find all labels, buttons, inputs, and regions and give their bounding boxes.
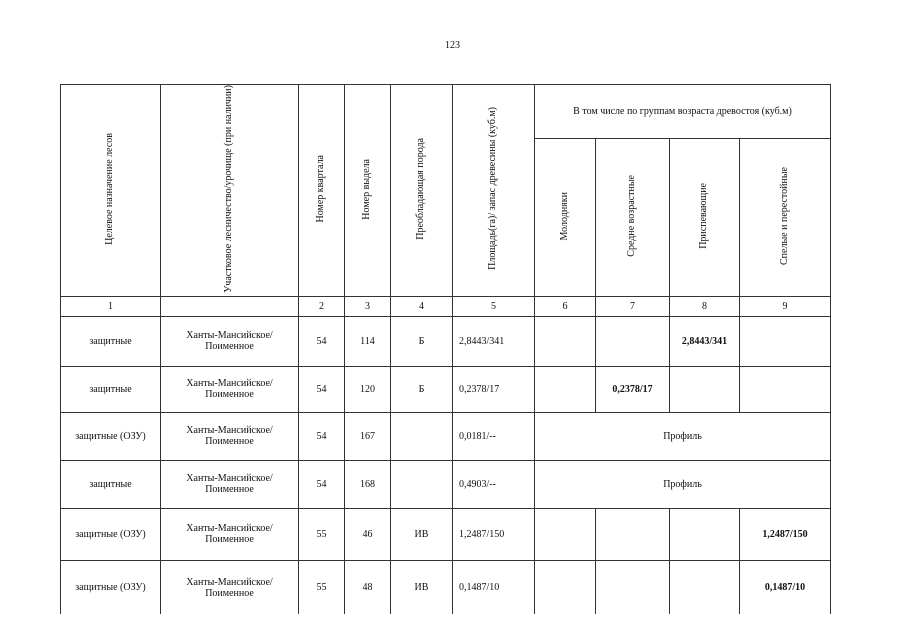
header-maturing: Приспевающие: [670, 139, 740, 297]
header-species: Преобладающая порода: [391, 85, 453, 297]
cell-vydel: 48: [345, 560, 391, 614]
cell-quarter: 54: [299, 316, 345, 366]
cell-forestry: Ханты-Мансийское/ Поименное: [161, 460, 299, 508]
column-numbers-row: [61, 296, 831, 316]
header-middle: Средне возрастные: [596, 139, 670, 297]
cell-species: Б: [391, 316, 453, 366]
cell-forestry: Ханты-Мансийское/ Поименное: [161, 316, 299, 366]
cell-purpose: защитные: [61, 316, 161, 366]
cell-area: 2,8443/341: [453, 316, 535, 366]
table-row: [61, 460, 831, 508]
cell-vydel: 114: [345, 316, 391, 366]
cell-middle: 0,2378/17: [596, 366, 670, 412]
col-number: 8: [670, 296, 740, 316]
cell-vydel: 46: [345, 508, 391, 560]
col-number: 1: [61, 296, 161, 316]
cell-middle: [596, 316, 670, 366]
table-row: [61, 412, 831, 460]
cell-profile: Профиль: [535, 412, 831, 460]
cell-purpose: защитные (ОЗУ): [61, 412, 161, 460]
cell-middle: [596, 508, 670, 560]
col-number: 4: [391, 296, 453, 316]
header-quarter: Номер квартала: [299, 85, 345, 297]
table-row: [61, 560, 831, 614]
table-row: [61, 316, 831, 366]
cell-quarter: 55: [299, 560, 345, 614]
cell-species: ИВ: [391, 560, 453, 614]
cell-area: 0,0181/--: [453, 412, 535, 460]
header-age-groups: В том числе по группам возраста древостоя (куб.м): [535, 85, 831, 139]
cell-middle: [596, 560, 670, 614]
forest-table: [60, 84, 831, 614]
cell-mature: [740, 366, 831, 412]
col-number: 5: [453, 296, 535, 316]
header-young: Молодняки: [535, 139, 596, 297]
cell-maturing: [670, 560, 740, 614]
cell-area: 1,2487/150: [453, 508, 535, 560]
cell-young: [535, 560, 596, 614]
cell-area: 0,1487/10: [453, 560, 535, 614]
cell-purpose: защитные (ОЗУ): [61, 560, 161, 614]
cell-forestry: Ханты-Мансийское/ Поименное: [161, 366, 299, 412]
col-number: 6: [535, 296, 596, 316]
cell-vydel: 168: [345, 460, 391, 508]
cell-mature: [740, 316, 831, 366]
cell-vydel: 120: [345, 366, 391, 412]
cell-profile: Профиль: [535, 460, 831, 508]
cell-purpose: защитные (ОЗУ): [61, 508, 161, 560]
cell-mature: 0,1487/10: [740, 560, 831, 614]
cell-young: [535, 508, 596, 560]
cell-mature: 1,2487/150: [740, 508, 831, 560]
col-number: 3: [345, 296, 391, 316]
cell-forestry: Ханты-Мансийское/ Поименное: [161, 560, 299, 614]
cell-forestry: Ханты-Мансийское/ Поименное: [161, 412, 299, 460]
header-forestry: Участковое лесничество/урочище (при наличии): [161, 85, 299, 297]
table-row: [61, 508, 831, 560]
cell-quarter: 55: [299, 508, 345, 560]
cell-species: [391, 460, 453, 508]
col-number: 9: [740, 296, 831, 316]
page-number: 123: [445, 40, 460, 51]
cell-quarter: 54: [299, 412, 345, 460]
header-mature: Спелые и перестойные: [740, 139, 831, 297]
cell-area: 0,2378/17: [453, 366, 535, 412]
cell-forestry: Ханты-Мансийское/ Поименное: [161, 508, 299, 560]
col-number: [161, 296, 299, 316]
cell-maturing: [670, 508, 740, 560]
header-purpose: Целевое назначение лесов: [61, 85, 161, 297]
cell-purpose: защитные: [61, 366, 161, 412]
table-row: [61, 366, 831, 412]
col-number: 7: [596, 296, 670, 316]
cell-species: Б: [391, 366, 453, 412]
cell-species: [391, 412, 453, 460]
header-vydel: Номер выдела: [345, 85, 391, 297]
cell-vydel: 167: [345, 412, 391, 460]
cell-quarter: 54: [299, 366, 345, 412]
cell-quarter: 54: [299, 460, 345, 508]
cell-young: [535, 316, 596, 366]
cell-young: [535, 366, 596, 412]
cell-species: ИВ: [391, 508, 453, 560]
col-number: 2: [299, 296, 345, 316]
cell-maturing: [670, 366, 740, 412]
cell-area: 0,4903/--: [453, 460, 535, 508]
cell-purpose: защитные: [61, 460, 161, 508]
cell-maturing: 2,8443/341: [670, 316, 740, 366]
header-area: Площадь(га)/ запас древесины (куб.м): [453, 85, 535, 297]
